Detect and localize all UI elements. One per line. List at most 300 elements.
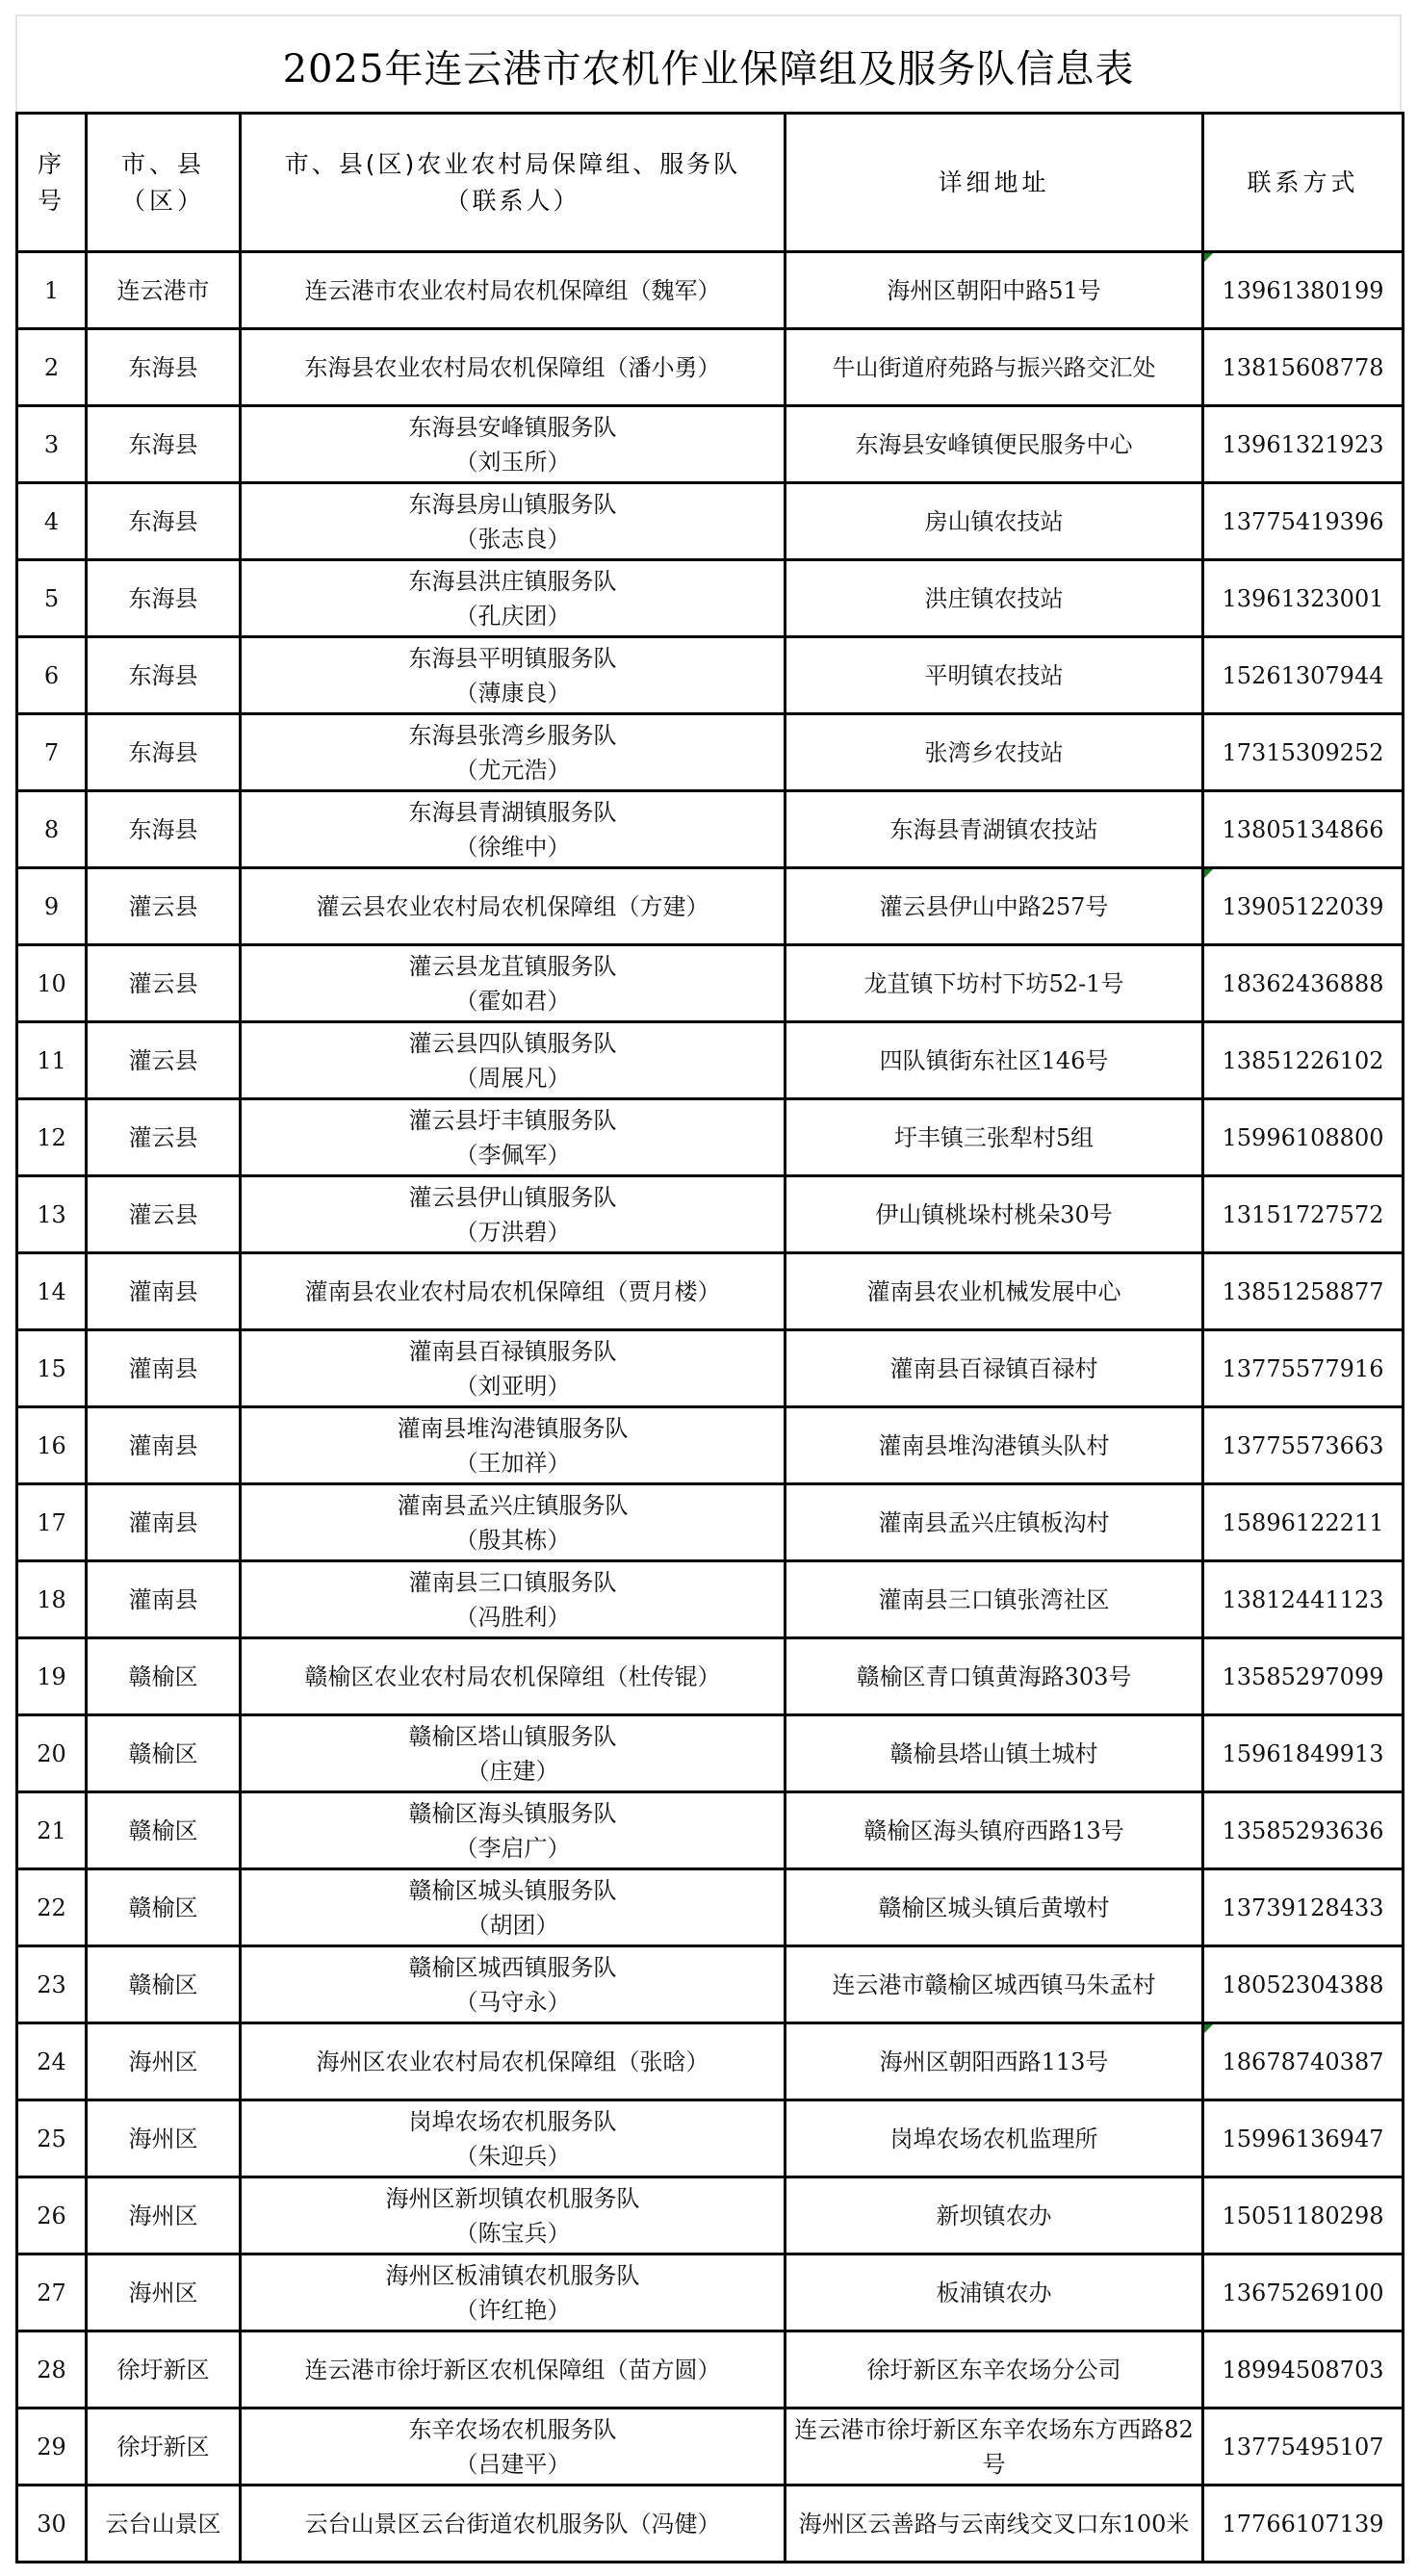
cell-phone xyxy=(1203,1176,1404,1253)
table-row-13 xyxy=(17,1176,1404,1253)
district-name: 东海县 xyxy=(128,661,198,689)
table-row-22 xyxy=(17,1869,1404,1946)
header-contact xyxy=(1203,114,1404,252)
cell-district xyxy=(87,868,241,945)
cell-phone xyxy=(1203,1330,1404,1407)
team-name: 海州区农业农村局农机保障组（张晗） xyxy=(316,2048,709,2075)
address-text: 赣榆县塔山镇土城村 xyxy=(889,1739,1098,1767)
cell-index xyxy=(17,560,87,637)
district-name: 灌南县 xyxy=(128,1431,198,1459)
cell-district xyxy=(87,714,241,791)
cell-index xyxy=(17,637,87,714)
table-row-15 xyxy=(17,1330,1404,1407)
cell-team xyxy=(241,1561,786,1638)
row-number: 7 xyxy=(43,738,60,766)
table-row-2 xyxy=(17,329,1404,406)
district-name: 海州区 xyxy=(128,2125,198,2152)
cell-phone xyxy=(1203,1484,1404,1561)
table-row-7 xyxy=(17,714,1404,791)
district-name: 赣榆区 xyxy=(128,1971,198,1998)
address-text: 牛山街道府苑路与振兴路交汇处 xyxy=(832,353,1156,381)
cell-district xyxy=(87,637,241,714)
table-row-8 xyxy=(17,791,1404,868)
district-name: 灌云县 xyxy=(128,1200,198,1228)
team-name: 灌云县圩丰镇服务队 xyxy=(408,1106,617,1134)
address-text: 圩丰镇三张犁村5组 xyxy=(893,1123,1095,1151)
header-district xyxy=(87,114,241,252)
cell-phone xyxy=(1203,714,1404,791)
row-number: 18 xyxy=(37,1585,66,1613)
team-contact-person: （李启广） xyxy=(454,1834,571,1862)
cell-phone xyxy=(1203,1869,1404,1946)
cell-address xyxy=(786,791,1203,868)
cell-address xyxy=(786,2254,1203,2331)
cell-address xyxy=(786,1253,1203,1330)
cell-index xyxy=(17,791,87,868)
district-name: 东海县 xyxy=(128,353,198,381)
table-row-26 xyxy=(17,2177,1404,2254)
address-text: 洪庄镇农技站 xyxy=(924,584,1064,612)
team-name: 灌南县三口镇服务队 xyxy=(408,1568,617,1596)
cell-index xyxy=(17,2254,87,2331)
phone-number: 13585297099 xyxy=(1222,1662,1384,1690)
team-name: 云台山景区云台街道农机服务队（冯健） xyxy=(304,2510,721,2537)
row-number: 30 xyxy=(37,2510,66,2537)
header-address-label: 详细地址 xyxy=(938,167,1050,196)
cell-address xyxy=(786,1792,1203,1869)
header-index-line-1: 序 xyxy=(37,149,65,178)
district-name: 灌南县 xyxy=(128,1354,198,1382)
row-number: 11 xyxy=(37,1046,66,1074)
row-number: 4 xyxy=(43,507,60,535)
cell-district xyxy=(87,2023,241,2100)
cell-team xyxy=(241,252,786,329)
team-name: 东海县洪庄镇服务队 xyxy=(408,567,617,595)
phone-number: 13851258877 xyxy=(1222,1277,1384,1305)
cell-team xyxy=(241,1330,786,1407)
address-text: 房山镇农技站 xyxy=(924,507,1064,535)
cell-team xyxy=(241,2254,786,2331)
phone-number: 15961849913 xyxy=(1222,1739,1384,1767)
cell-team xyxy=(241,868,786,945)
row-number: 28 xyxy=(37,2356,66,2383)
cell-phone xyxy=(1203,1022,1404,1099)
team-contact-person: （李佩军） xyxy=(454,1141,571,1169)
team-contact-person: （张志良） xyxy=(454,525,571,553)
team-name: 灌南县百禄镇服务队 xyxy=(408,1337,617,1365)
table-row-28 xyxy=(17,2331,1404,2409)
team-contact-person: （孔庆团） xyxy=(454,602,571,630)
phone-number: 17766107139 xyxy=(1222,2510,1384,2537)
cell-phone xyxy=(1203,2100,1404,2177)
team-name: 灌南县孟兴庄镇服务队 xyxy=(397,1491,629,1519)
phone-number: 13675269100 xyxy=(1222,2279,1384,2306)
team-name: 海州区板浦镇农机服务队 xyxy=(385,2261,640,2289)
team-name: 灌南县堆沟港镇服务队 xyxy=(397,1414,629,1442)
cell-team xyxy=(241,2177,786,2254)
cell-index xyxy=(17,1792,87,1869)
team-contact-person: （霍如君） xyxy=(454,987,571,1015)
phone-number: 13775577916 xyxy=(1222,1354,1384,1382)
cell-team xyxy=(241,2331,786,2409)
district-name: 灌云县 xyxy=(128,969,198,997)
cell-team xyxy=(241,560,786,637)
address-text: 板浦镇农办 xyxy=(936,2279,1052,2306)
district-name: 赣榆区 xyxy=(128,1893,198,1921)
cell-index xyxy=(17,2409,87,2486)
cell-address xyxy=(786,2100,1203,2177)
address-text: 张湾乡农技站 xyxy=(924,738,1064,766)
cell-phone xyxy=(1203,2409,1404,2486)
cell-index xyxy=(17,1484,87,1561)
team-name: 连云港市徐圩新区农机保障组（苗方圆） xyxy=(304,2356,721,2383)
info-table xyxy=(15,112,1404,2563)
phone-number: 18994508703 xyxy=(1222,2356,1384,2383)
cell-district xyxy=(87,1792,241,1869)
cell-phone xyxy=(1203,1638,1404,1715)
team-name: 赣榆区农业农村局农机保障组（杜传锟） xyxy=(304,1662,721,1690)
header-team-line-1: 市、县(区)农业农村局保障组、服务队 xyxy=(284,149,741,178)
address-text: 灌南县农业机械发展中心 xyxy=(866,1277,1121,1305)
district-name: 东海县 xyxy=(128,584,198,612)
number-as-text-indicator-icon xyxy=(1204,253,1213,262)
phone-number: 18678740387 xyxy=(1222,2048,1384,2075)
cell-phone xyxy=(1203,2486,1404,2563)
team-name: 海州区新坝镇农机服务队 xyxy=(385,2184,640,2212)
table-row-21 xyxy=(17,1792,1404,1869)
header-row xyxy=(17,114,1404,252)
cell-district xyxy=(87,1407,241,1484)
table-row-11 xyxy=(17,1022,1404,1099)
district-name: 连云港市 xyxy=(116,276,210,304)
team-contact-person: （吕建平） xyxy=(454,2450,571,2478)
header-index xyxy=(17,114,87,252)
table-row-23 xyxy=(17,1946,1404,2023)
address-text: 赣榆区海头镇府西路13号 xyxy=(863,1816,1124,1844)
team-name: 灌云县农业农村局农机保障组（方建） xyxy=(316,892,709,920)
cell-address xyxy=(786,1638,1203,1715)
cell-district xyxy=(87,791,241,868)
phone-number: 15051180298 xyxy=(1222,2202,1384,2229)
phone-number: 18052304388 xyxy=(1222,1971,1384,1998)
cell-phone xyxy=(1203,868,1404,945)
cell-index xyxy=(17,1946,87,2023)
address-text: 东海县青湖镇农技站 xyxy=(889,815,1098,843)
cell-index xyxy=(17,2023,87,2100)
cell-index xyxy=(17,2331,87,2409)
district-name: 海州区 xyxy=(128,2202,198,2229)
table-row-10 xyxy=(17,945,1404,1022)
address-text: 海州区朝阳西路113号 xyxy=(879,2048,1109,2075)
cell-phone xyxy=(1203,1792,1404,1869)
cell-district xyxy=(87,2331,241,2409)
cell-index xyxy=(17,2486,87,2563)
phone-number: 17315309252 xyxy=(1222,738,1384,766)
row-number: 1 xyxy=(43,276,60,304)
cell-index xyxy=(17,1869,87,1946)
address-text: 灌南县孟兴庄镇板沟村 xyxy=(878,1508,1110,1536)
row-number: 15 xyxy=(37,1354,66,1382)
cell-team xyxy=(241,1484,786,1561)
address-text: 东海县安峰镇便民服务中心 xyxy=(855,430,1133,458)
team-name: 灌南县农业农村局农机保障组（贾月楼） xyxy=(304,1277,721,1305)
row-number: 27 xyxy=(37,2279,66,2306)
cell-address xyxy=(786,1484,1203,1561)
header-district-line-2: （区） xyxy=(120,186,205,215)
cell-address xyxy=(786,1099,1203,1176)
row-number: 13 xyxy=(37,1200,66,1228)
cell-district xyxy=(87,1253,241,1330)
row-number: 10 xyxy=(37,969,66,997)
phone-number: 13739128433 xyxy=(1222,1893,1384,1921)
phone-number: 13815608778 xyxy=(1222,353,1384,381)
cell-address xyxy=(786,329,1203,406)
row-number: 2 xyxy=(43,353,60,381)
cell-address xyxy=(786,1869,1203,1946)
row-number: 5 xyxy=(43,584,60,612)
phone-number: 13961321923 xyxy=(1222,430,1384,458)
row-number: 22 xyxy=(37,1893,66,1921)
cell-team xyxy=(241,483,786,560)
header-contact-label: 联系方式 xyxy=(1247,167,1359,196)
cell-team xyxy=(241,1099,786,1176)
table-body xyxy=(17,252,1404,2563)
header-address xyxy=(786,114,1203,252)
row-number: 26 xyxy=(37,2202,66,2229)
cell-address xyxy=(786,1561,1203,1638)
district-name: 灌云县 xyxy=(128,1123,198,1151)
cell-address xyxy=(786,252,1203,329)
row-number: 3 xyxy=(43,430,60,458)
cell-address xyxy=(786,1176,1203,1253)
phone-number: 13812441123 xyxy=(1222,1585,1384,1613)
cell-team xyxy=(241,2100,786,2177)
cell-address xyxy=(786,406,1203,483)
cell-team xyxy=(241,406,786,483)
row-number: 24 xyxy=(37,2048,66,2075)
address-text: 灌南县堆沟港镇头队村 xyxy=(878,1431,1110,1459)
cell-index xyxy=(17,2177,87,2254)
address-text: 赣榆区青口镇黄海路303号 xyxy=(856,1662,1132,1690)
table-row-27 xyxy=(17,2254,1404,2331)
team-contact-person: （冯胜利） xyxy=(454,1603,571,1631)
cell-district xyxy=(87,2409,241,2486)
cell-phone xyxy=(1203,791,1404,868)
cell-address xyxy=(786,1715,1203,1792)
district-name: 东海县 xyxy=(128,507,198,535)
team-contact-person: （马守永） xyxy=(454,1988,571,2016)
address-text: 连云港市赣榆区城西镇马朱孟村 xyxy=(832,1971,1156,1998)
phone-number: 13775419396 xyxy=(1222,507,1384,535)
cell-district xyxy=(87,560,241,637)
cell-district xyxy=(87,2254,241,2331)
cell-team xyxy=(241,1792,786,1869)
phone-number: 13585293636 xyxy=(1222,1816,1384,1844)
table-row-29 xyxy=(17,2409,1404,2486)
cell-district xyxy=(87,1484,241,1561)
table-row-24 xyxy=(17,2023,1404,2100)
cell-district xyxy=(87,945,241,1022)
cell-index xyxy=(17,1330,87,1407)
cell-phone xyxy=(1203,252,1404,329)
page-title: 2025年连云港市农机作业保障组及服务队信息表 xyxy=(282,47,1135,91)
cell-address xyxy=(786,1022,1203,1099)
cell-address xyxy=(786,945,1203,1022)
table-row-25 xyxy=(17,2100,1404,2177)
cell-phone xyxy=(1203,2023,1404,2100)
district-name: 赣榆区 xyxy=(128,1662,198,1690)
cell-address xyxy=(786,1407,1203,1484)
row-number: 29 xyxy=(37,2433,66,2460)
cell-index xyxy=(17,945,87,1022)
cell-team xyxy=(241,637,786,714)
cell-team xyxy=(241,1407,786,1484)
cell-phone xyxy=(1203,1407,1404,1484)
cell-index xyxy=(17,868,87,945)
header-team-line-2: （联系人） xyxy=(445,186,580,215)
title-bar xyxy=(15,14,1402,112)
address-text: 连云港市徐圩新区东辛农场东方西路82号 xyxy=(794,2415,1194,2478)
cell-district xyxy=(87,2100,241,2177)
phone-number: 15996108800 xyxy=(1222,1123,1384,1151)
address-text: 灌云县伊山中路257号 xyxy=(879,892,1109,920)
cell-phone xyxy=(1203,329,1404,406)
phone-number: 13805134866 xyxy=(1222,815,1384,843)
table-row-3 xyxy=(17,406,1404,483)
table-row-6 xyxy=(17,637,1404,714)
cell-phone xyxy=(1203,637,1404,714)
cell-address xyxy=(786,868,1203,945)
team-contact-person: （万洪碧） xyxy=(454,1218,571,1246)
header-index-line-2: 号 xyxy=(37,186,65,215)
table-row-1 xyxy=(17,252,1404,329)
phone-number: 13961323001 xyxy=(1222,584,1384,612)
table-row-18 xyxy=(17,1561,1404,1638)
cell-team xyxy=(241,1715,786,1792)
cell-district xyxy=(87,1561,241,1638)
district-name: 灌云县 xyxy=(128,892,198,920)
cell-index xyxy=(17,252,87,329)
phone-number: 15261307944 xyxy=(1222,661,1384,689)
team-contact-person: （尤元浩） xyxy=(454,756,571,784)
row-number: 17 xyxy=(37,1508,66,1536)
cell-index xyxy=(17,1407,87,1484)
cell-address xyxy=(786,2023,1203,2100)
district-name: 灌南县 xyxy=(128,1508,198,1536)
cell-team xyxy=(241,329,786,406)
team-contact-person: （庄建） xyxy=(466,1757,559,1785)
cell-district xyxy=(87,1330,241,1407)
team-name: 赣榆区海头镇服务队 xyxy=(408,1799,617,1827)
cell-phone xyxy=(1203,2254,1404,2331)
address-text: 灌南县三口镇张湾社区 xyxy=(878,1585,1110,1613)
cell-district xyxy=(87,406,241,483)
cell-index xyxy=(17,406,87,483)
table-row-12 xyxy=(17,1099,1404,1176)
cell-address xyxy=(786,2331,1203,2409)
address-text: 海州区朝阳中路51号 xyxy=(887,276,1101,304)
cell-address xyxy=(786,1946,1203,2023)
team-contact-person: （薄康良） xyxy=(454,679,571,707)
district-name: 赣榆区 xyxy=(128,1739,198,1767)
district-name: 徐圩新区 xyxy=(116,2356,210,2383)
team-contact-person: （胡团） xyxy=(466,1911,559,1939)
row-number: 19 xyxy=(37,1662,66,1690)
phone-number: 13775573663 xyxy=(1222,1431,1384,1459)
row-number: 12 xyxy=(37,1123,66,1151)
team-name: 东海县青湖镇服务队 xyxy=(408,798,617,826)
number-as-text-indicator-icon xyxy=(1204,869,1213,878)
team-name: 赣榆区塔山镇服务队 xyxy=(408,1722,617,1750)
address-text: 龙苴镇下坊村下坊52-1号 xyxy=(863,969,1124,997)
cell-index xyxy=(17,1176,87,1253)
row-number: 14 xyxy=(37,1277,66,1305)
team-contact-person: （许红艳） xyxy=(454,2296,571,2324)
cell-phone xyxy=(1203,406,1404,483)
address-text: 灌南县百禄镇百禄村 xyxy=(889,1354,1098,1382)
phone-number: 13961380199 xyxy=(1222,276,1384,304)
phone-number: 13905122039 xyxy=(1222,892,1384,920)
row-number: 25 xyxy=(37,2125,66,2152)
cell-address xyxy=(786,637,1203,714)
team-contact-person: （刘玉所） xyxy=(454,448,571,476)
cell-phone xyxy=(1203,483,1404,560)
cell-team xyxy=(241,1176,786,1253)
cell-index xyxy=(17,2100,87,2177)
row-number: 8 xyxy=(43,815,60,843)
team-name: 灌云县龙苴镇服务队 xyxy=(408,952,617,980)
team-contact-person: （周展凡） xyxy=(454,1064,571,1092)
team-name: 连云港市农业农村局农机保障组（魏军） xyxy=(304,276,721,304)
cell-district xyxy=(87,1099,241,1176)
address-text: 新坝镇农办 xyxy=(936,2202,1052,2229)
cell-district xyxy=(87,252,241,329)
team-name: 东海县张湾乡服务队 xyxy=(408,721,617,749)
cell-phone xyxy=(1203,560,1404,637)
row-number: 20 xyxy=(37,1739,66,1767)
cell-team xyxy=(241,791,786,868)
table-row-16 xyxy=(17,1407,1404,1484)
table-row-9 xyxy=(17,868,1404,945)
cell-team xyxy=(241,1946,786,2023)
cell-phone xyxy=(1203,1561,1404,1638)
row-number: 9 xyxy=(43,892,60,920)
cell-phone xyxy=(1203,1099,1404,1176)
cell-index xyxy=(17,1099,87,1176)
team-name: 灌云县四队镇服务队 xyxy=(408,1029,617,1057)
cell-index xyxy=(17,1715,87,1792)
team-contact-person: （朱迎兵） xyxy=(454,2142,571,2170)
team-contact-person: （刘亚明） xyxy=(454,1372,571,1400)
district-name: 徐圩新区 xyxy=(116,2433,210,2460)
phone-number: 13151727572 xyxy=(1222,1200,1384,1228)
district-name: 东海县 xyxy=(128,738,198,766)
cell-index xyxy=(17,1253,87,1330)
row-number: 6 xyxy=(43,661,60,689)
cell-address xyxy=(786,560,1203,637)
cell-address xyxy=(786,714,1203,791)
row-number: 16 xyxy=(37,1431,66,1459)
cell-index xyxy=(17,483,87,560)
cell-phone xyxy=(1203,2331,1404,2409)
table-row-20 xyxy=(17,1715,1404,1792)
cell-index xyxy=(17,1561,87,1638)
phone-number: 15896122211 xyxy=(1222,1508,1384,1536)
header-team xyxy=(241,114,786,252)
cell-team xyxy=(241,2023,786,2100)
team-name: 东辛农场农机服务队 xyxy=(408,2415,617,2443)
table-row-17 xyxy=(17,1484,1404,1561)
